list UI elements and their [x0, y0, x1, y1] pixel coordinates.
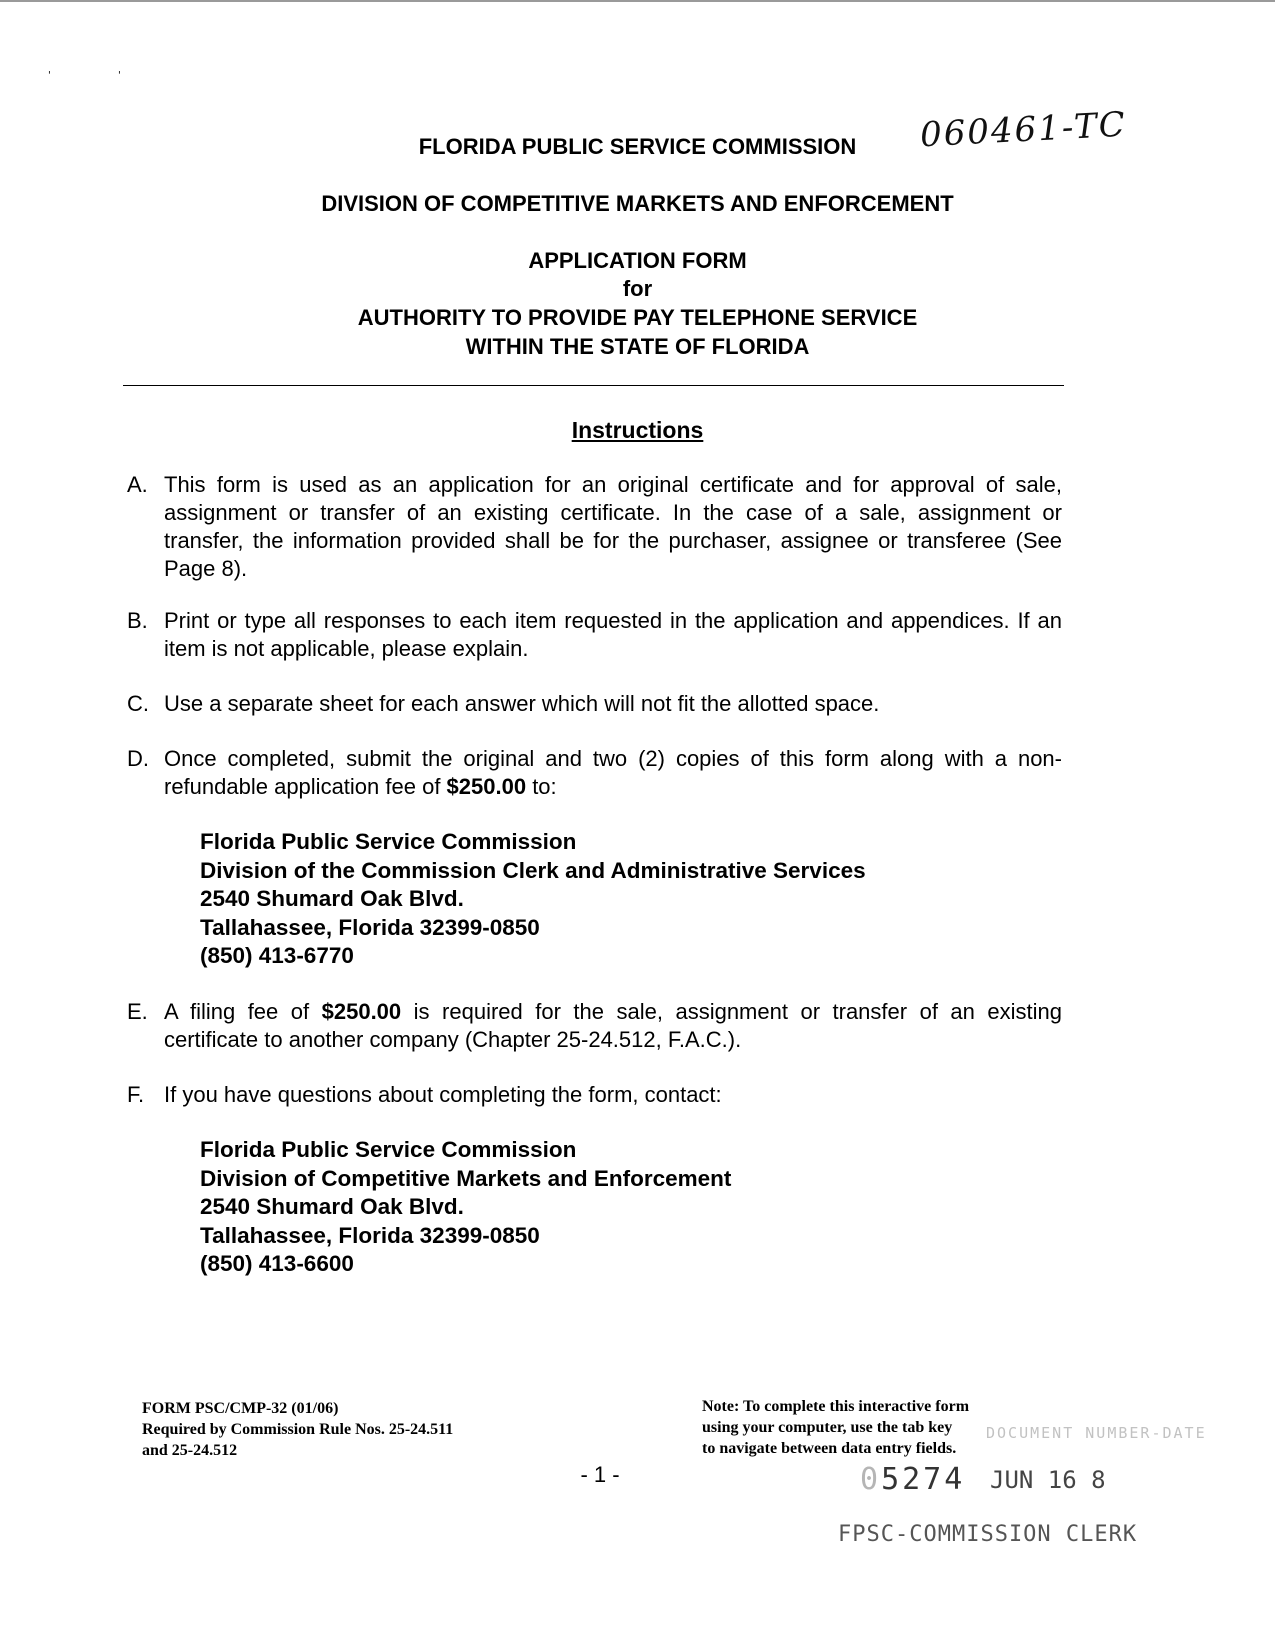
rule-reference: Required by Commission Rule Nos. 25-24.511	[142, 1421, 454, 1438]
instruction-text: Use a separate sheet for each answer which will not fit the allotted space.	[164, 691, 880, 716]
commission-heading: FLORIDA PUBLIC SERVICE COMMISSION	[418, 134, 857, 159]
form-title: APPLICATION FORM	[528, 248, 747, 273]
stamp-digits: 5274	[881, 1462, 966, 1497]
form-title-authority-line2: WITHIN THE STATE OF FLORIDA	[465, 334, 810, 359]
instruction-item-d	[127, 745, 1062, 801]
instruction-text-part: to:	[526, 774, 557, 799]
instruction-item-f	[127, 1081, 1062, 1109]
instruction-text-part: is required for the sale, assignment or transfer of an existing certificate to another company (Chapter 25-24.512, F.A.C.).	[164, 999, 1062, 1052]
instruction-text	[164, 998, 1062, 1054]
instruction-letter: A.	[127, 472, 148, 497]
instruction-letter: D.	[127, 746, 149, 771]
scan-top-edge	[0, 0, 1275, 2]
instruction-text: If you have questions about completing the form, contact:	[164, 1082, 722, 1107]
address-line: Division of Competitive Markets and Enforcement	[200, 1165, 732, 1191]
instructions-heading: Instructions	[571, 417, 704, 443]
stamp-faint-label: DOCUMENT NUMBER-DATE	[986, 1424, 1207, 1442]
instruction-letter: C.	[127, 691, 149, 716]
address-line: 2540 Shumard Oak Blvd.	[200, 1194, 464, 1219]
form-title-for: for	[622, 276, 653, 301]
instruction-text-part: Once completed, submit the original and two (2) copies of this form along with a non-refundable application fee of	[164, 746, 1062, 799]
instruction-text: Print or type all responses to each item requested in the application and appendices. If an item is not applicable, please explain.	[164, 608, 1062, 661]
form-id: FORM PSC/CMP-32 (01/06)	[142, 1400, 339, 1417]
instruction-letter: B.	[127, 608, 148, 633]
address-phone: (850) 413-6770	[200, 943, 354, 968]
address-line: Tallahassee, Florida 32399-0850	[200, 914, 540, 940]
filing-fee: $250.00	[321, 999, 402, 1024]
instruction-letter: F.	[127, 1082, 145, 1107]
note-line: to navigate between data entry fields.	[702, 1440, 957, 1457]
stamp-faded-digit: 0	[860, 1462, 882, 1497]
application-fee: $250.00	[446, 774, 527, 799]
rule-reference: and 25-24.512	[142, 1442, 238, 1459]
scan-speck: '	[48, 70, 51, 81]
address-line: Florida Public Service Commission	[200, 1137, 577, 1162]
instruction-item-c	[127, 690, 1062, 718]
interactive-form-note	[702, 1396, 969, 1459]
address-line: 2540 Shumard Oak Blvd.	[200, 886, 464, 911]
clerk-mailing-address	[200, 828, 866, 971]
document-stamp-date: JUN 16 8	[990, 1466, 1106, 1494]
scan-speck: '	[118, 70, 121, 81]
instruction-item-e	[127, 998, 1062, 1054]
address-line: Division of the Commission Clerk and Administrative Services	[200, 857, 866, 883]
instruction-item-a	[127, 471, 1062, 583]
instruction-letter: E.	[127, 999, 148, 1024]
instruction-text-part: A filing fee of	[164, 999, 322, 1024]
instruction-item-b	[127, 607, 1062, 663]
instruction-text: This form is used as an application for an original certificate and for approval of sale, assignment or transfer of an existing certificate. In the case of a sale, assignment or transfer, the information provided shall be for the purchaser, assignee or transferee (See Page 8).	[164, 472, 1062, 581]
note-line: using your computer, use the tab key	[702, 1419, 953, 1436]
handwritten-docket-number: 060461-TC	[919, 104, 1128, 156]
form-title-authority-line1: AUTHORITY TO PROVIDE PAY TELEPHONE SERVICE	[357, 305, 918, 330]
instruction-text	[164, 745, 1062, 801]
address-phone: (850) 413-6600	[200, 1251, 354, 1276]
header-divider	[123, 385, 1064, 386]
contact-address	[200, 1136, 731, 1279]
address-line: Tallahassee, Florida 32399-0850	[200, 1222, 540, 1248]
form-identifier-block	[142, 1398, 453, 1461]
page-number: - 1 -	[580, 1462, 620, 1487]
division-heading: DIVISION OF COMPETITIVE MARKETS AND ENFORCEMENT	[321, 191, 954, 216]
address-line: Florida Public Service Commission	[200, 829, 577, 854]
document-stamp-number	[860, 1462, 965, 1497]
note-line: Note: To complete this interactive form	[702, 1398, 970, 1415]
clerk-stamp: FPSC-COMMISSION CLERK	[838, 1522, 1138, 1547]
